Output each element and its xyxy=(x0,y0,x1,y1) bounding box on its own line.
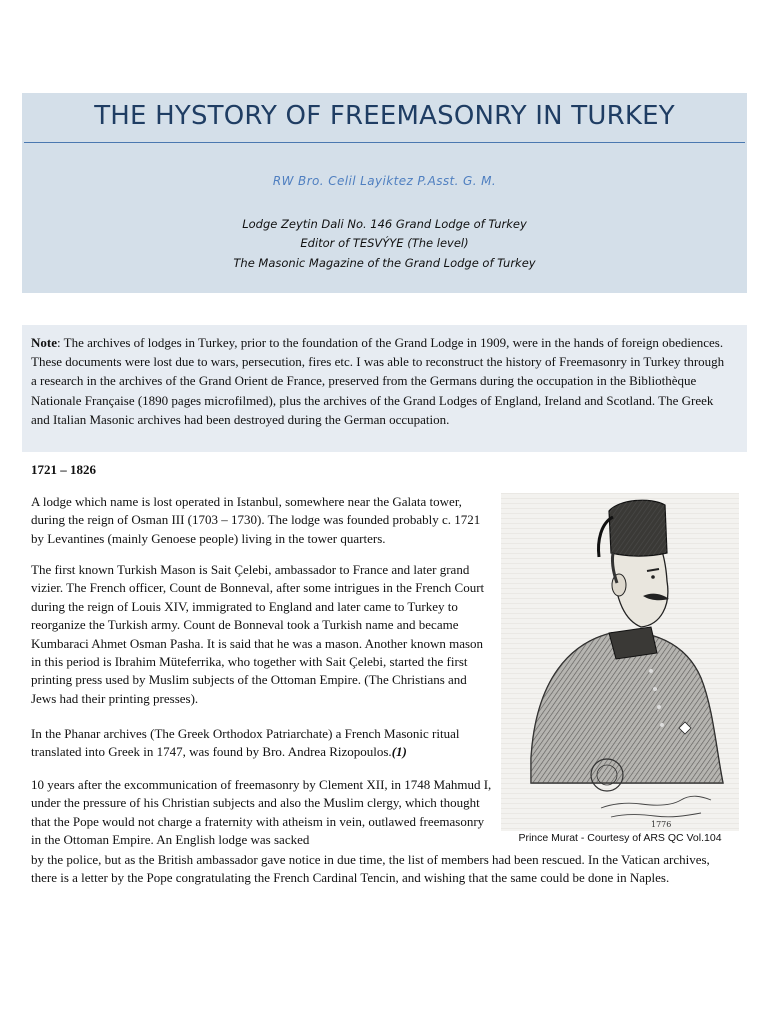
paragraph-3-text: In the Phanar archives (The Greek Orthodox Patriarchate) a French Masonic ritual translated into Greek in 1747, was found by Bro. Andrea Rizopoulos. xyxy=(31,726,460,760)
title-banner xyxy=(22,93,747,293)
note-body: : The archives of lodges in Turkey, prior to the foundation of the Grand Lodge in 1909, were in the hands of foreign obediences. These documents were lost due to wars, persecution, fires etc. I was able to reconstruct the history of Freemasonry in Turkey through a research in the archives of the Grand Orient de France, preserved from the Germans during the occupation in the Bibliothèque Nationale Française (1890 pages microfilmed), plus the archives of the Grand Lodges of England, Ireland and Scotland. The Greek and Italian Masonic archives had been destroyed during the German occupation. xyxy=(31,335,725,427)
portrait-inscription: 1776 xyxy=(651,820,672,829)
author-line: RW Bro. Celil Layiktez P.Asst. G. M. xyxy=(272,174,497,188)
note-text xyxy=(31,333,731,429)
affiliation-line-1: Lodge Zeytin Dali No. 146 Grand Lodge of Turkey xyxy=(242,217,527,231)
section-heading: 1721 – 1826 xyxy=(31,462,96,477)
paragraph-1: A lodge which name is lost operated in Istanbul, somewhere near the Galata tower, during the reign of Osman III (1703 – 1730). The lodge was founded probably c. 1721 by Levantines (mainly Genoese people) living in the tower quarters. xyxy=(31,494,481,546)
paragraph-4: 10 years after the excommunication of freemasonry by Clement XII, in 1748 Mahmud I, under the pressure of his Christian subjects and also the Muslim clergy, which thought that the Pope would not charge a fraternity with atheism in vein, outlawed freemasonry in the Ottoman Empire. An English lodge was sacked xyxy=(31,777,492,848)
portrait-image xyxy=(501,493,739,831)
affiliation-line-2: Editor of TESVÝYE (The level) xyxy=(300,236,469,250)
title-divider xyxy=(24,142,745,143)
paragraph-5: by the police, but as the British ambassador gave notice in due time, the list of members had been rescued. In the Vatican archives, there is a letter by the Pope congratulating the French Cardinal Tencin, and wishing that the same could be done in Naples. xyxy=(31,852,710,886)
document-title: THE HYSTORY OF FREEMASONRY IN TURKEY xyxy=(94,101,675,131)
affiliation-line-3: The Masonic Magazine of the Grand Lodge of Turkey xyxy=(233,256,536,270)
note-box xyxy=(22,325,747,452)
paragraph-2: The first known Turkish Mason is Sait Çelebi, ambassador to France and later grand vizier. The French officer, Count de Bonneval, after some intrigues in the French Court during the reign of Louis XIV, immigrated to England and later came to Turkey to reorganize the Turkish army. Count de Bonneval took a Turkish name and became Kumbaraci Ahmet Osman Pasha. It is said that he was a mason. Another known mason in this period is Ibrahim Müteferrika, who together with Sait Çelebi, started the first printing press used by Muslim subjects of the Ottoman Empire. (The Christians and Jews had their printing presses). xyxy=(31,562,485,706)
figure-caption: Prince Murat - Courtesy of ARS QC Vol.104 xyxy=(518,832,722,844)
footnote-reference: (1) xyxy=(391,744,407,760)
paragraph-3 xyxy=(31,725,493,762)
portrait-engraving xyxy=(501,493,739,831)
note-label: Note xyxy=(31,335,57,350)
